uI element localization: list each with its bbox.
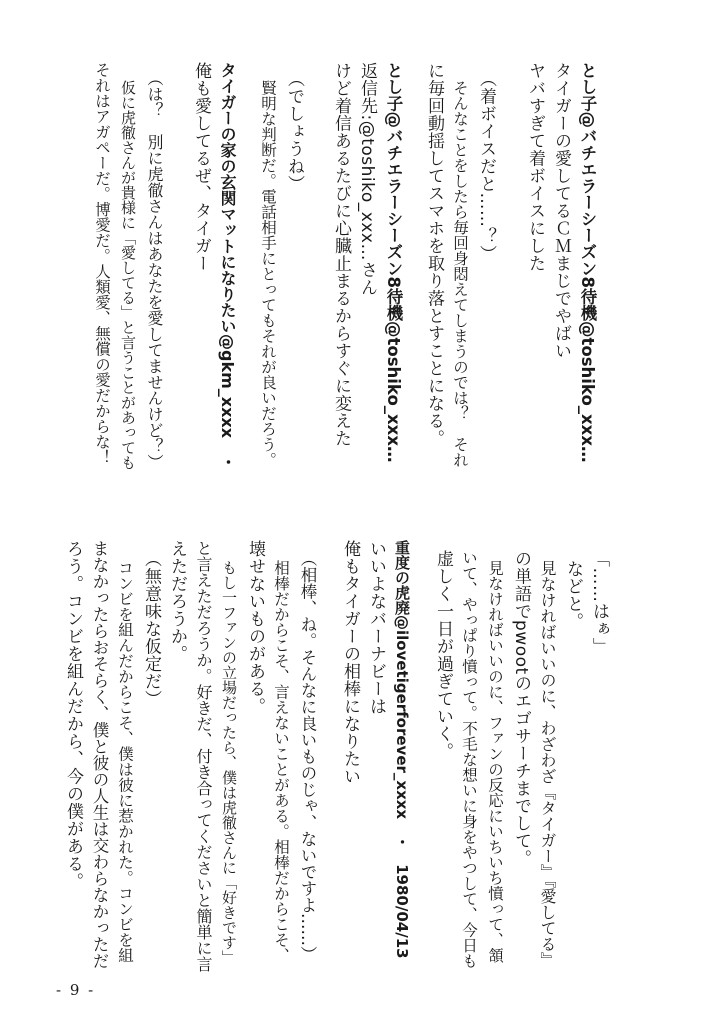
narration-line: そんなことをしたら毎回身悶えてしまうのでは？ それ	[451, 80, 469, 468]
tweet-body: ヤバすぎて着ボイスにした	[525, 62, 545, 272]
tweet-body: タイガーの愛してるＣＭまじでやばい	[551, 62, 571, 360]
narration-line: 相棒だからこそ、言えないことがある。相棒だからこそ、	[272, 560, 290, 963]
narration-line: えただろうか。	[167, 540, 187, 663]
tweet-body: いいよなバーナビーは	[366, 540, 386, 715]
narration-line: それはアガペーだ。博愛だ。人類愛、無償の愛だからな！	[93, 62, 111, 465]
tweet-body: けど着信あるたびに心臓止まるからすぐに変えた	[331, 62, 351, 447]
monologue-line: （無意味な仮定だ）	[141, 550, 161, 708]
tweet-header: タイガーの家の玄関マットになりたい@gkm_xxxx ・	[218, 62, 237, 471]
narration-line: ろう。コンビを組んだから、今の僕がある。	[63, 540, 83, 890]
narration-line: いて、やっぱり憤って。不毛な想いに身をやつして、今日も	[460, 550, 478, 969]
tweet-body: 俺もタイガーの相棒になりたい	[340, 540, 360, 785]
tweet-header: 重度の虎廃@ilovetigerforever_xxxx ・ 1980/04/13	[393, 540, 411, 959]
narration-line: の単語でpwootのエゴサーチまでして。	[511, 550, 531, 868]
dialogue-line: 「……はぁ」	[589, 550, 609, 655]
narration-line: もし一ファンの立場だったら、僕は虎徹さんに「好きです」	[220, 560, 238, 965]
tweet-reply-to: 返信先:@toshiko_xxx…さん	[357, 62, 377, 296]
tweet-body: 俺も愛してるぜ、タイガー	[191, 62, 211, 272]
narration-line: などと。	[563, 560, 583, 630]
monologue-line: （着ボイスだと……？）	[476, 70, 496, 263]
monologue-line: （は？ 別に虎徹さんはあなたを愛してませんけど？）	[145, 70, 164, 470]
narration-line: 虚しく一日が過ぎていく。	[433, 550, 453, 760]
page-number: - 9 -	[56, 981, 96, 999]
narration-line: と言えただろうか。好きだ、付き合ってくださいと簡単に言	[194, 540, 213, 972]
narration-line: 見なければいいのに、わざわざ『タイガー』『愛してる』	[538, 560, 557, 968]
tweet-header: とし子@バチエラーシーズン8待機@toshiko_xxx…	[384, 62, 403, 463]
narration-line: に毎回動揺してスマホを取り落とすことになる。	[424, 62, 444, 447]
narration-line: 見なければいいのに、ファンの反応にいちいち憤って、頷	[486, 560, 504, 963]
monologue-line: （でしょうね）	[284, 70, 304, 193]
monologue-line: （相棒、ね。そんなに良いものじゃ、ないですよ……）	[298, 550, 317, 963]
narration-line: 賢明な判断だ。電話相手にとってもそれが良いだろう。	[259, 80, 277, 468]
narration-line: まなかったらおそらく、僕と彼の人生は交わらなかっただ	[90, 540, 109, 969]
narration-line: コンビを組んだからこそ、僕は彼に惹かれた。コンビを組	[116, 560, 134, 963]
narration-line: 仮に虎徹さんが貴様に「愛してる」と言うことがあっても	[119, 80, 137, 470]
tweet-header: とし子@バチエラーシーズン8待機@toshiko_xxx…	[578, 62, 597, 463]
narration-line: 壊せないものがある。	[245, 540, 265, 715]
